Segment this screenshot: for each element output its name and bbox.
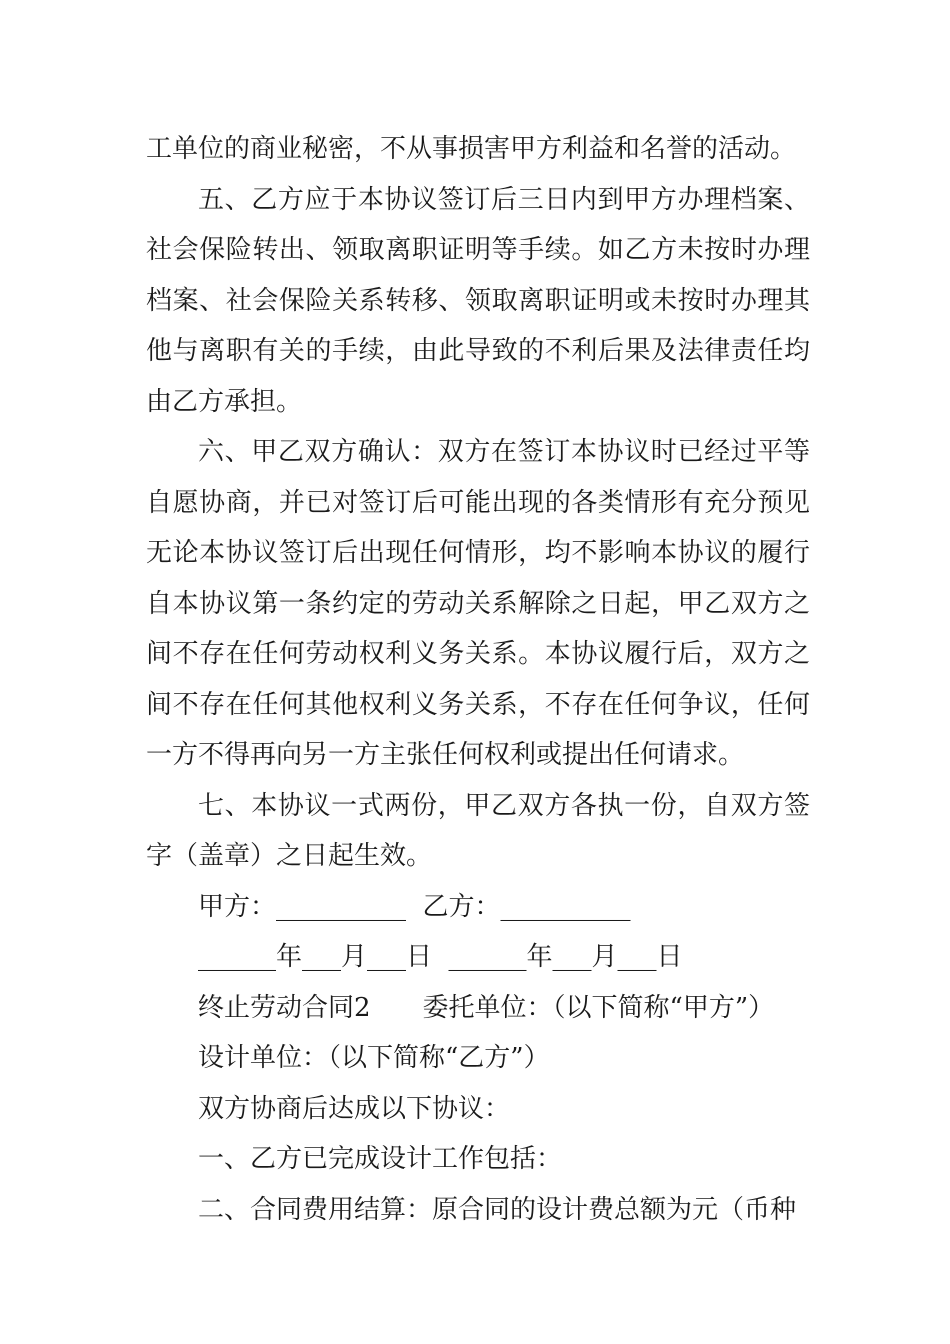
paragraph-clause-5: 五、乙方应于本协议签订后三日内到甲方办理档案、社会保险转出、领取离职证明等手续。如乙方未按时办理档案、社会保险关系转移、领取离职证明或未按时办理其他与离职有关的手续，由此导致的不利后果及法律责任均由乙方承担。 — [146, 184, 810, 417]
paragraph-clause-6: 六、甲乙双方确认：双方在签订本协议时已经过平等自愿协商，并已对签订后可能出现的各类情形有充分预见无论本协议签订后出现任何情形，均不影响本协议的履行自本协议第一条约定的劳动关系解除之日起，甲乙双方之间不存在任何劳动权利义务关系。本协议履行后，双方之间不存在任何其他权利义务关系，不存在任何争议，任何一方不得再向另一方主张任何权利或提出任何请求。 — [146, 437, 810, 770]
signature-line: 甲方：__________ 乙方：__________ — [198, 891, 631, 922]
document-body — [146, 124, 810, 1235]
item-2: 二、合同费用结算：原合同的设计费总额为元（币种 — [198, 1194, 797, 1225]
paragraph-clause-7: 七、本协议一式两份，甲乙双方各执一份，自双方签字（盖章）之日起生效。 — [146, 790, 810, 871]
agreement-intro: 双方协商后达成以下协议： — [198, 1093, 511, 1124]
paragraph-continuation: 工单位的商业秘密，不从事损害甲方利益和名誉的活动。 — [146, 134, 797, 164]
item-1: 一、乙方已完成设计工作包括： — [198, 1144, 563, 1174]
section-2-heading: 终止劳动合同2 委托单位：（以下简称“甲方”） — [198, 992, 775, 1023]
date-line: ______年___月___日 ______年___月___日 — [198, 942, 683, 972]
design-unit-line: 设计单位：（以下简称“乙方”） — [198, 1043, 550, 1073]
